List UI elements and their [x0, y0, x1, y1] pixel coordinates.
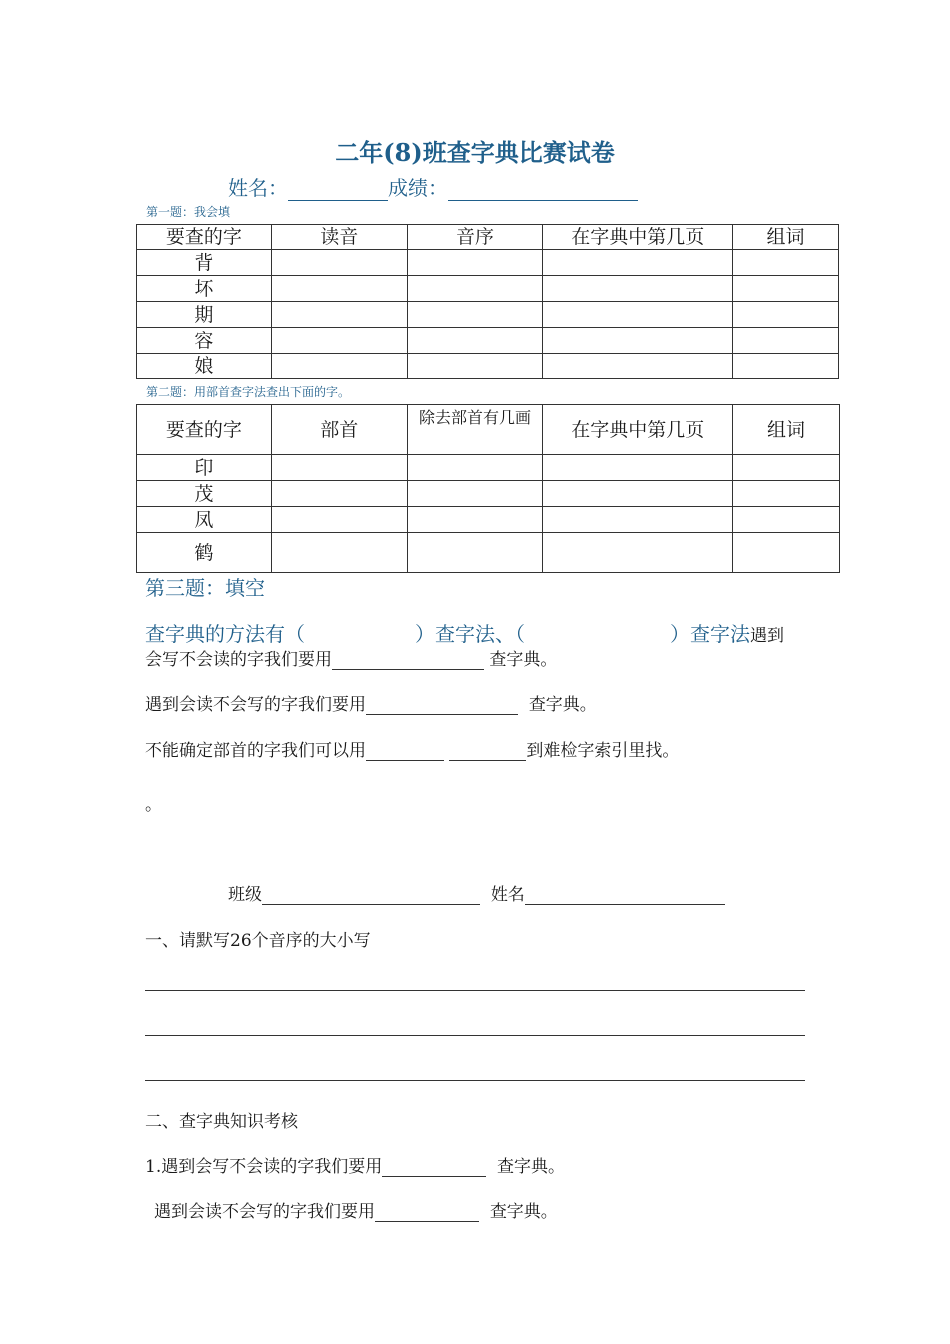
fill-text: 到难检字索引里找。 — [526, 741, 680, 761]
answer-cell[interactable] — [543, 455, 733, 481]
header-cell: 除去部首有几画 — [407, 405, 543, 455]
answer-cell[interactable] — [733, 533, 840, 573]
header-cell: 组词 — [733, 225, 839, 250]
methods-text-b: ）查字法、（ — [415, 622, 525, 646]
section2-table — [136, 404, 840, 573]
answer-cell[interactable] — [733, 481, 840, 507]
fill-text: 查字典。 — [489, 650, 558, 670]
name-blank-2[interactable] — [525, 886, 725, 905]
answer-cell[interactable] — [407, 354, 543, 379]
table-header-row — [137, 405, 840, 455]
char-cell: 容 — [137, 328, 272, 354]
answer-cell[interactable] — [271, 533, 407, 573]
table-row — [137, 328, 839, 354]
table-row — [137, 354, 839, 379]
answer-cell[interactable] — [733, 354, 839, 379]
methods-line — [145, 618, 784, 647]
fill-text: 遇到会读不会写的字我们要用 — [145, 695, 366, 715]
answer-cell[interactable] — [407, 533, 543, 573]
answer-cell[interactable] — [271, 455, 407, 481]
name-label-2: 姓名 — [490, 885, 525, 905]
writing-line[interactable] — [145, 990, 805, 991]
answer-cell[interactable] — [271, 354, 407, 379]
writing-line[interactable] — [145, 1080, 805, 1081]
answer-cell[interactable] — [271, 507, 407, 533]
fill-text: 1.遇到会写不会读的字我们要用 — [145, 1157, 383, 1177]
fill-text: 遇到会读不会写的字我们要用 — [154, 1202, 375, 1222]
char-cell: 印 — [137, 455, 272, 481]
answer-cell[interactable] — [407, 250, 543, 276]
writing-line[interactable] — [145, 1035, 805, 1036]
table-row — [137, 302, 839, 328]
section2-label: 第二题：用部首查字法查出下面的字。 — [146, 385, 351, 399]
score-blank[interactable] — [448, 180, 638, 201]
char-cell: 期 — [137, 302, 272, 328]
header-cell: 在字典中第几页 — [543, 225, 733, 250]
header-cell: 要查的字 — [137, 405, 272, 455]
knowledge-item-2 — [154, 1197, 558, 1222]
fill-blank[interactable] — [449, 742, 526, 761]
stray-period: 。 — [145, 795, 162, 815]
section1-label: 第一题：我会填 — [146, 205, 231, 219]
answer-cell[interactable] — [543, 302, 733, 328]
fill-blank[interactable] — [366, 742, 444, 761]
answer-cell[interactable] — [271, 302, 407, 328]
table-row — [137, 507, 840, 533]
table-row — [137, 481, 840, 507]
fill-text: 会写不会读的字我们要用 — [145, 650, 332, 670]
header-cell: 读音 — [271, 225, 407, 250]
methods-text-tail: 遇到 — [750, 626, 784, 646]
question-2: 二、查字典知识考核 — [145, 1112, 298, 1132]
fill-blank[interactable] — [332, 651, 484, 670]
char-cell: 凤 — [137, 507, 272, 533]
fill-text: 不能确定部首的字我们可以用 — [145, 741, 366, 761]
name-blank[interactable] — [288, 180, 388, 201]
fill-line-3 — [145, 690, 597, 715]
answer-cell[interactable] — [733, 250, 839, 276]
section1-table — [136, 224, 839, 379]
question-1: 一、请默写26个音序的大小写 — [145, 931, 371, 951]
char-cell: 娘 — [137, 354, 272, 379]
class-name-line — [228, 880, 725, 905]
fill-text: 查字典。 — [528, 695, 597, 715]
answer-cell[interactable] — [733, 507, 840, 533]
answer-cell[interactable] — [271, 250, 407, 276]
char-cell: 鹤 — [137, 533, 272, 573]
char-cell: 背 — [137, 250, 272, 276]
section3-label: 第三题：填空 — [145, 576, 265, 600]
answer-cell[interactable] — [543, 276, 733, 302]
answer-cell[interactable] — [543, 328, 733, 354]
answer-cell[interactable] — [543, 507, 733, 533]
answer-cell[interactable] — [407, 507, 543, 533]
answer-cell[interactable] — [543, 481, 733, 507]
answer-cell[interactable] — [733, 455, 840, 481]
knowledge-item-1 — [145, 1152, 565, 1177]
answer-cell[interactable] — [407, 276, 543, 302]
fill-blank[interactable] — [382, 1158, 486, 1177]
table-header-row — [137, 225, 839, 250]
answer-cell[interactable] — [543, 533, 733, 573]
answer-cell[interactable] — [271, 328, 407, 354]
answer-cell[interactable] — [407, 455, 543, 481]
table-row — [137, 455, 840, 481]
fill-blank[interactable] — [375, 1203, 479, 1222]
name-score-line — [228, 172, 638, 201]
answer-cell[interactable] — [543, 250, 733, 276]
fill-text: 查字典。 — [497, 1157, 566, 1177]
answer-cell[interactable] — [407, 481, 543, 507]
class-label: 班级 — [228, 885, 262, 905]
answer-cell[interactable] — [271, 276, 407, 302]
header-cell: 部首 — [271, 405, 407, 455]
methods-text-a: 查字典的方法有（ — [145, 622, 305, 646]
table-row — [137, 276, 839, 302]
header-cell: 在字典中第几页 — [543, 405, 733, 455]
page-title: 二年(8)班查字典比赛试卷 — [335, 138, 615, 167]
fill-line-4 — [145, 736, 679, 761]
answer-cell[interactable] — [543, 354, 733, 379]
header-cell: 组词 — [733, 405, 840, 455]
fill-blank[interactable] — [366, 696, 518, 715]
answer-cell[interactable] — [733, 276, 839, 302]
fill-text: 查字典。 — [489, 1202, 558, 1222]
char-cell: 坏 — [137, 276, 272, 302]
table-row — [137, 533, 840, 573]
answer-cell[interactable] — [271, 481, 407, 507]
answer-cell[interactable] — [733, 302, 839, 328]
class-blank[interactable] — [262, 886, 480, 905]
table-row — [137, 250, 839, 276]
char-cell: 茂 — [137, 481, 272, 507]
answer-cell[interactable] — [733, 328, 839, 354]
fill-line-2 — [145, 645, 557, 670]
answer-cell[interactable] — [407, 328, 543, 354]
header-cell: 要查的字 — [137, 225, 272, 250]
name-label: 姓名： — [228, 176, 288, 200]
header-cell: 音序 — [407, 225, 543, 250]
methods-text-c: ）查字法 — [670, 622, 750, 646]
score-label: 成绩： — [388, 176, 448, 200]
answer-cell[interactable] — [407, 302, 543, 328]
